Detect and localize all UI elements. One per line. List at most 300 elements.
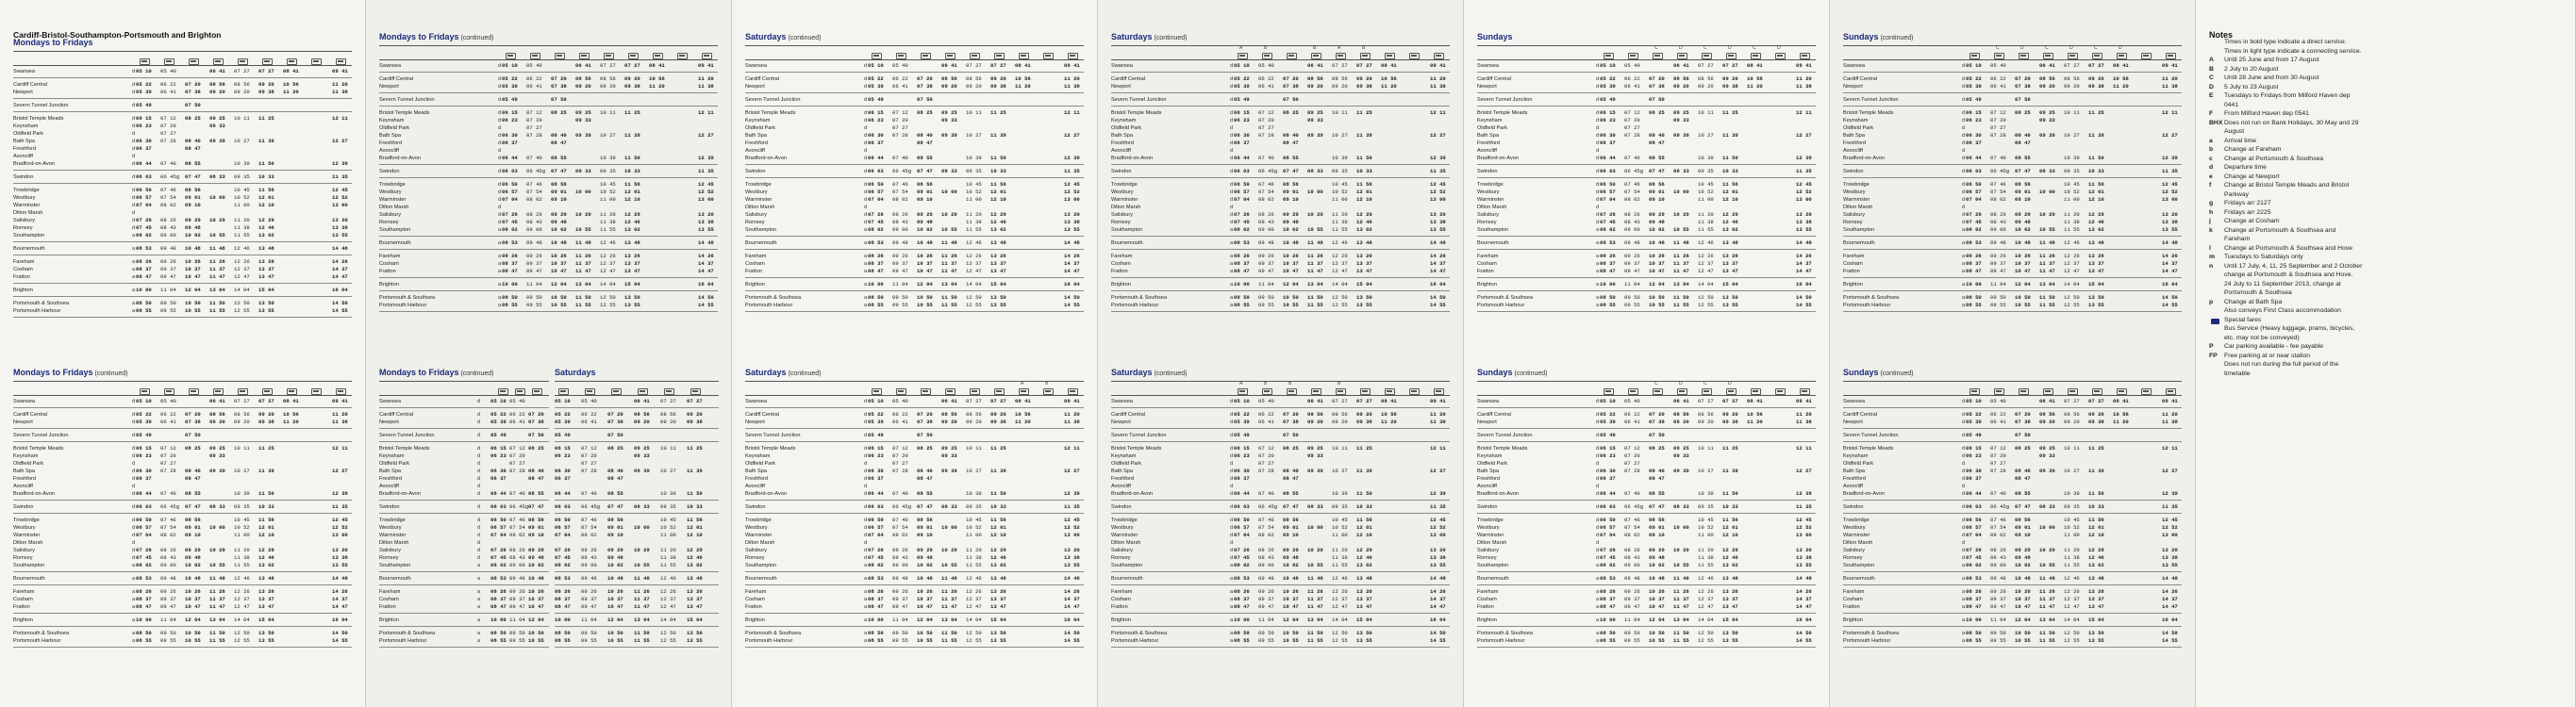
time-cell: 11 38 [1064,419,1080,425]
station-name: Southampton [1477,563,1509,568]
time-cell: 09 33 [1307,452,1323,459]
note-line [2209,91,2562,101]
time-cell: 08 26 [892,547,908,553]
section-title-text: Sundays [1477,368,1513,377]
station-row [1111,196,1450,204]
time-cell: 09 55 [1990,302,2006,308]
time-cell: 11 25 [2088,445,2104,452]
station-name: Severn Tunnel Junction [13,433,69,438]
time-cell: 14 26 [1796,588,1812,595]
station-name: Bath Spa [1477,469,1500,474]
station-row [379,460,549,468]
time-cell: 11 38 [1332,554,1348,561]
time-cell: 07 46 [509,517,525,523]
time-cell: 06 03 [555,503,571,510]
time-cell: 10 50 [551,294,567,301]
station-name: Romsey [1843,220,1863,225]
time-cell: 07 27 [966,62,982,69]
time-cell: 07 40 [1990,490,2006,497]
station-name: Swansea [13,69,36,74]
station-row [13,307,352,315]
time-cell: 12 45 [2162,517,2178,523]
time-cell: 09 38 [1356,83,1372,90]
time-cell: 09 50 [892,294,908,301]
time-cell: 07 50 [1649,432,1665,438]
group-separator [1111,311,1450,312]
note-text: Times in bold type indicate a direct service. [2224,39,2347,45]
time-cell: 10 00 [575,189,591,195]
station-name: Romsey [1111,555,1131,561]
group-separator [379,428,549,429]
station-row [1843,468,2182,475]
time-cell: 08 47 [185,475,201,482]
time-cell: 14 55 [1430,637,1446,644]
time-cell: 12 39 [1430,155,1446,161]
time-cell: 07 04 [1966,532,1982,538]
station-code: d [1962,212,1966,218]
time-cell: 12 39 [2162,155,2178,161]
station-row [379,260,718,268]
time-cell: 09 20 [990,411,1006,418]
station-row [379,147,718,155]
time-cell: 10 33 [990,168,1006,174]
station-row [13,224,352,232]
time-cell: 09 37 [160,596,176,602]
station-code: d [132,174,136,180]
group-separator [379,441,549,442]
time-cell: 14 37 [1064,596,1080,602]
group-separator [1843,626,2182,627]
time-cell: 08 02 [136,232,152,238]
time-cell: 08 50 [136,630,152,636]
time-cell: 11 47 [1307,268,1323,274]
time-cell: 06 37 [1966,475,1982,482]
train-icon [1775,53,1786,59]
station-row [1477,109,1816,117]
station-row [745,398,1084,405]
time-cell: 09 26 [581,588,597,595]
station-code: d [864,461,868,467]
time-cell: 06 45g [1258,168,1278,174]
time-cell: 12 26 [234,588,250,595]
time-cell: 13 02 [258,562,274,568]
time-cell: 07 46 [1258,517,1274,523]
time-cell: 06 44 [1966,490,1982,497]
time-cell: 11 55 [209,307,225,314]
time-cell: 11 25 [1356,109,1372,116]
time-cell: 06 41 [941,398,957,404]
time-cell: 10 26 [1283,253,1299,259]
station-name: Swindon [745,504,766,510]
station-row [1111,96,1450,104]
time-cell: 09 37 [1258,260,1274,267]
time-cell: 13 26 [258,258,274,265]
time-cell: 09 35 [234,173,250,180]
time-cell: 12 52 [1796,524,1812,531]
station-row [555,483,719,490]
station-name: Swindon [745,169,766,174]
column-note-label: D [1679,381,1683,386]
time-cell: 06 41 [1990,83,2006,90]
train-icon [1385,53,1395,59]
station-code: d [1230,133,1234,139]
station-row [379,517,549,524]
time-cell: 09 50 [160,630,176,636]
note-line [2209,173,2562,182]
note-text: 0441 [2224,101,2239,108]
time-cell: 10 27 [1332,468,1348,474]
station-code: d [498,76,502,82]
station-code: d [477,399,481,404]
time-cell: 13 50 [2088,294,2104,301]
train-icon [1969,388,1980,395]
station-row [1843,637,2182,645]
section-title-continued: (continued) [1878,35,1914,41]
time-cell: 12 37 [234,596,250,602]
column-note-label: B [1313,45,1317,51]
station-row [1843,109,2182,117]
time-cell: 09 20 [1332,419,1348,425]
time-cell: 10 11 [1698,109,1714,116]
station-code: d [1230,419,1234,425]
station-name: Portsmouth Harbour [13,308,61,314]
station-name: Newport [745,419,765,425]
time-cell: 06 15 [868,109,884,116]
station-code: d [1596,140,1600,146]
station-code: a [1962,563,1966,568]
time-cell: 10 37 [1283,596,1299,602]
time-cell: 09 39 [634,468,650,474]
station-code: a [1962,576,1966,582]
station-row [1843,547,2182,554]
station-row [379,554,549,562]
time-cell: 08 02 [581,532,597,538]
time-cell: 09 01 [1649,524,1665,531]
time-cell: 11 20 [283,89,299,95]
group-separator [555,500,719,501]
section-title [555,368,596,377]
station-row [745,532,1084,539]
station-row [745,147,1084,155]
time-cell: 12 10 [687,532,703,538]
time-cell: 06 23 [490,452,507,459]
time-cell: 09 39 [1673,468,1689,474]
time-cell: 09 39 [2039,132,2055,139]
station-code: d [1230,504,1234,510]
station-row [379,630,549,637]
time-cell: 11 04 [1990,281,2006,288]
station-name: Swansea [1477,63,1500,69]
note-line [2209,298,2562,307]
station-row [1111,532,1450,539]
time-cell: 15 04 [990,281,1006,288]
time-cell: 08 56 [234,411,250,418]
time-cell: 05 49 [136,432,152,438]
station-row [745,517,1084,524]
station-row [13,68,352,75]
time-cell: 08 02 [892,196,908,203]
time-cell: 09 20 [966,83,982,90]
station-code: d [1596,76,1600,82]
time-cell: 13 48 [624,239,640,246]
time-cell: 12 01 [258,194,274,201]
station-code: d [1230,169,1234,174]
time-cell: 13 38 [1430,219,1446,225]
time-cell: 07 26 [1234,547,1250,553]
time-cell: 12 27 [698,132,714,139]
time-cell: 11 26 [2039,253,2055,259]
time-cell: 10 56 [1015,411,1031,418]
time-cell: 09 37 [1258,596,1274,602]
group-separator [379,571,549,572]
station-code: d [1596,148,1600,154]
station-name: Bournemouth [1477,240,1509,246]
time-cell: 08 26 [160,217,176,223]
station-code: d [1230,412,1234,418]
time-cell: 08 53 [1234,575,1250,582]
time-cell: 07 38 [551,83,567,90]
station-row [745,168,1084,175]
station-name: Southampton [1843,563,1875,568]
time-cell: 07 46 [1624,517,1640,523]
station-name: Trowbridge [745,518,772,523]
station-name: Swindon [1477,504,1498,510]
time-cell: 07 26 [502,211,518,218]
train-icon [1800,53,1810,59]
time-cell: 10 50 [1283,630,1299,636]
time-cell: 08 56 [2064,75,2080,82]
time-cell: 06 41 [581,419,597,425]
station-code: a [1962,240,1966,246]
time-cell: 10 45 [1698,181,1714,188]
time-cell: 08 33 [941,168,957,174]
time-cell: 08 43 [160,554,176,561]
time-cell: 14 47 [332,273,348,280]
time-cell: 11 55 [2039,302,2055,308]
station-code: d [1230,197,1234,203]
group-separator [13,241,352,242]
train-icon [262,58,273,65]
time-cell: 10 45 [1332,181,1348,188]
note-line [2209,244,2562,254]
time-cell: 11 20 [1015,419,1031,425]
station-row [555,452,719,460]
station-code: a [1230,631,1234,636]
train-icon [1604,388,1614,395]
station-row [1477,411,1816,419]
station-code: d [132,469,136,474]
time-cell: 07 20 [607,411,623,418]
time-cell: 08 33 [1673,503,1689,510]
time-cell: 08 33 [1307,168,1323,174]
time-cell: 08 56 [2039,411,2055,418]
time-cell: 07 12 [160,115,176,122]
group-separator [1477,441,1816,442]
note-text: Tuesdays to Fridays from Milford Haven dep [2224,92,2351,99]
station-row [13,81,352,89]
time-cell: 09 48 [581,575,597,582]
time-cell: 13 02 [990,562,1006,568]
time-cell: 10 56 [1381,75,1397,82]
station-row [1111,294,1450,302]
station-row [1111,617,1450,624]
station-code: a [1962,597,1966,602]
time-cell: 13 55 [1430,226,1446,233]
station-code: d [132,419,136,425]
time-cell: 08 02 [1258,196,1274,203]
column-note-label: A [1239,45,1243,51]
time-cell: 05 39 [1600,83,1616,90]
station-row [745,189,1084,196]
time-cell: 08 56 [1332,411,1348,418]
train-icon [1628,53,1638,59]
station-row [379,294,718,302]
time-cell: 07 40 [1624,155,1640,161]
time-cell: 09 50 [526,294,542,301]
time-cell: 11 56 [1356,517,1372,523]
station-name: Freshford [1477,140,1500,146]
time-cell: 06 15 [1966,445,1982,452]
train-icon [262,388,273,395]
time-cell: 09 20 [2039,419,2055,425]
note-text: Change at Bath Spa [2224,298,2283,305]
time-cell: 07 27 [624,62,640,69]
time-cell: 08 47 [136,603,152,610]
station-name: Dilton Marsh [13,540,43,546]
section-title [13,368,127,377]
time-cell: 13 55 [1356,637,1372,644]
time-cell: 08 26 [868,253,884,259]
time-cell: 10 48 [185,575,201,582]
time-cell: 09 47 [160,603,176,610]
station-name: Cosham [1843,261,1863,267]
note-text: Also conveys First Class accommodation [2224,307,2341,314]
time-cell: 11 39 [624,132,640,139]
station-name: Southampton [1477,227,1509,233]
time-cell: 13 02 [258,232,274,238]
time-cell: 09 26 [892,253,908,259]
station-name: Cardiff Central [745,412,779,418]
time-cell: 11 38 [2162,83,2178,90]
station-name: Severn Tunnel Junction [745,433,801,438]
time-cell: 08 02 [490,562,507,568]
notes-title: Notes [2209,30,2234,40]
time-cell: 06 44 [1600,155,1616,161]
time-cell: 09 25 [1307,109,1323,116]
station-code: d [864,148,868,154]
station-row [555,588,719,596]
time-cell: 13 47 [1356,603,1372,610]
station-name: Keynsham [1843,453,1869,459]
time-cell: 06 37 [1234,475,1250,482]
time-cell: 11 55 [1332,562,1348,568]
time-cell: 09 37 [1990,260,2006,267]
note-key: F [2209,110,2214,117]
document-title: Cardiff-Bristol-Southampton-Portsmouth and Brighton [13,30,222,40]
time-cell: 09 35 [1698,168,1714,174]
group-separator [745,311,1084,312]
time-cell: 11 20 [1332,211,1348,218]
note-line [2209,217,2562,226]
time-cell: 13 04 [941,281,957,288]
station-row [1111,281,1450,288]
time-cell: 14 55 [1796,302,1812,308]
station-code: a [132,589,136,595]
time-cell: 13 55 [332,232,348,238]
time-cell: 11 39 [990,468,1006,474]
station-code: d [1962,476,1966,482]
time-cell: 09 20 [1673,83,1689,90]
station-code: a [1962,269,1966,274]
time-cell: 15 04 [1356,281,1372,288]
time-cell: 05 40 [1258,398,1274,404]
time-cell: 10 37 [1649,260,1665,267]
time-cell: 06 30 [502,132,518,139]
time-cell: 11 50 [1673,630,1689,636]
time-cell: 07 28 [1624,468,1640,474]
time-cell: 10 47 [1283,268,1299,274]
time-cell: 06 45g [160,173,180,180]
note-line [2209,262,2562,271]
station-code: a [1596,269,1600,274]
time-cell: 10 45 [2064,181,2080,188]
time-cell: 07 27 [526,124,542,131]
station-row [379,117,718,124]
station-name: Freshford [1111,140,1134,146]
time-cell: 11 00 [966,196,982,203]
station-row [555,617,719,624]
time-cell: 10 55 [2015,302,2031,308]
station-name: Cosham [1111,261,1131,267]
group-separator [1477,92,1816,93]
station-code: d [1230,63,1234,69]
group-separator [555,428,719,429]
station-code: a [864,638,868,644]
time-cell: 09 35 [2064,503,2080,510]
time-cell: 13 48 [1722,575,1738,582]
time-cell: 09 38 [1722,419,1738,425]
station-code: d [498,169,502,174]
time-cell: 06 50 [136,187,152,193]
time-cell: 10 00 [1307,189,1323,195]
time-cell: 11 55 [1698,562,1714,568]
time-cell: 09 48 [1990,575,2006,582]
time-cell: 12 04 [1283,281,1299,288]
time-cell: 11 20 [1747,83,1763,90]
station-name: Cardiff Central [745,76,779,82]
station-row [1477,588,1816,596]
time-cell: 08 02 [160,202,176,208]
station-name: Bristol Temple Meads [745,110,796,116]
time-cell: 10 55 [917,302,933,308]
time-cell: 05 49 [1600,96,1616,103]
time-cell: 14 37 [332,596,348,602]
time-cell: 12 55 [966,302,982,308]
time-cell: 09 00 [160,232,176,238]
section-title [13,38,93,47]
time-cell: 07 04 [136,532,152,538]
group-separator [1477,407,1816,408]
station-name: Portsmouth Harbour [1843,638,1891,644]
station-name: Bradford-on-Avon [379,491,422,497]
station-code: d [132,491,136,497]
group-separator [1843,106,2182,107]
time-cell: 09 47 [1990,603,2006,610]
time-cell: 13 37 [1356,596,1372,602]
time-cell: 09 10 [185,532,201,538]
time-cell: 13 04 [2039,617,2055,623]
time-cell: 10 29 [2039,211,2055,218]
